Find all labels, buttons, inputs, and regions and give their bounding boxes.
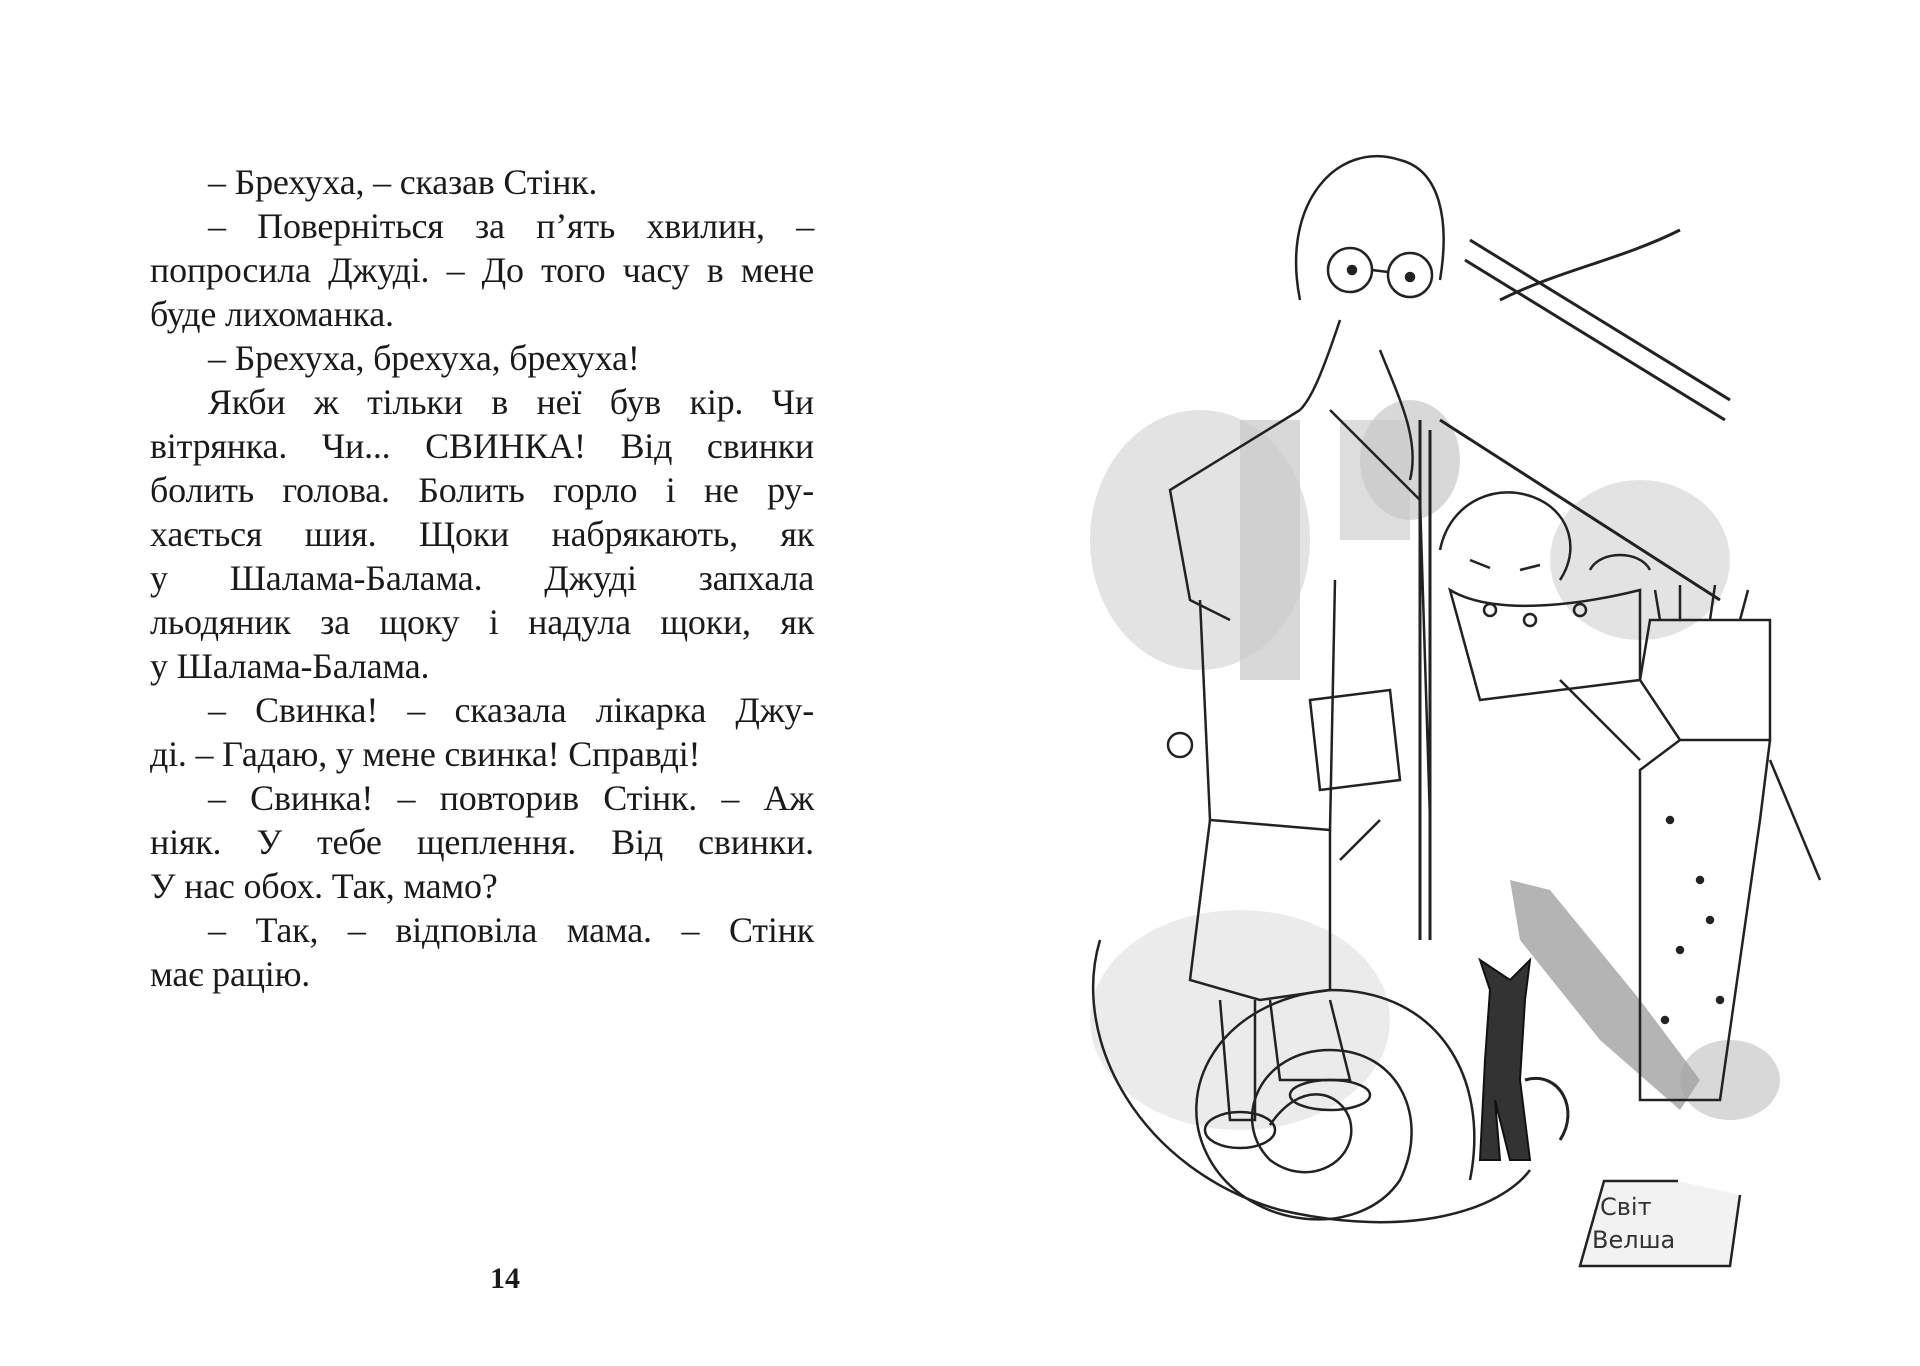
text-line: У нас обох. Так, мамо? bbox=[150, 866, 498, 906]
text-line: – Так, – відповіла мама. – Стінк bbox=[208, 910, 814, 950]
text-line: льодяник за щоку і надула щоки, як bbox=[150, 602, 814, 642]
text-line: ді. – Гадаю, у мене свинка! Справді! bbox=[150, 734, 701, 774]
sign-line-1: Світ bbox=[1600, 1193, 1652, 1221]
page-number: 14 bbox=[490, 1262, 520, 1295]
illustration bbox=[1080, 120, 1820, 1254]
cat-figure bbox=[1480, 960, 1568, 1160]
text-line: болить голова. Болить горло і не ру- bbox=[150, 470, 814, 510]
text-line: – Брехуха, брехуха, брехуха! bbox=[208, 338, 640, 378]
floor-items bbox=[1168, 690, 1400, 860]
text-line: Якби ж тільки в неї був кір. Чи bbox=[208, 382, 814, 422]
text-line: буде лихоманка. bbox=[150, 294, 394, 334]
text-line: – Свинка! – повторив Стінк. – Аж bbox=[208, 778, 814, 818]
text-line: у Шалама-Балама. bbox=[150, 646, 430, 686]
sign-line-2: Велша bbox=[1592, 1226, 1676, 1254]
text-line: у Шалама-Балама. Джуді запхала bbox=[150, 558, 814, 598]
ink-wash-shading bbox=[1090, 400, 1780, 1130]
text-line: – Свинка! – сказала лікарка Джу- bbox=[208, 690, 814, 730]
sign bbox=[1580, 1181, 1740, 1266]
text-line: хається шия. Щоки набрякають, як bbox=[150, 514, 814, 554]
text-line: вітрянка. Чи... СВИНКА! Від свинки bbox=[150, 426, 814, 466]
text-line: ніяк. У тебе щеплення. Від свинки. bbox=[150, 822, 814, 862]
text-line: попросила Джуді. – До того часу в мене bbox=[150, 250, 814, 290]
text-line: – Поверніться за п’ять хвилин, – bbox=[208, 206, 814, 246]
text-line: має рацію. bbox=[150, 954, 311, 994]
text-line: – Брехуха, – сказав Стінк. bbox=[208, 162, 598, 202]
text-column bbox=[150, 160, 814, 996]
